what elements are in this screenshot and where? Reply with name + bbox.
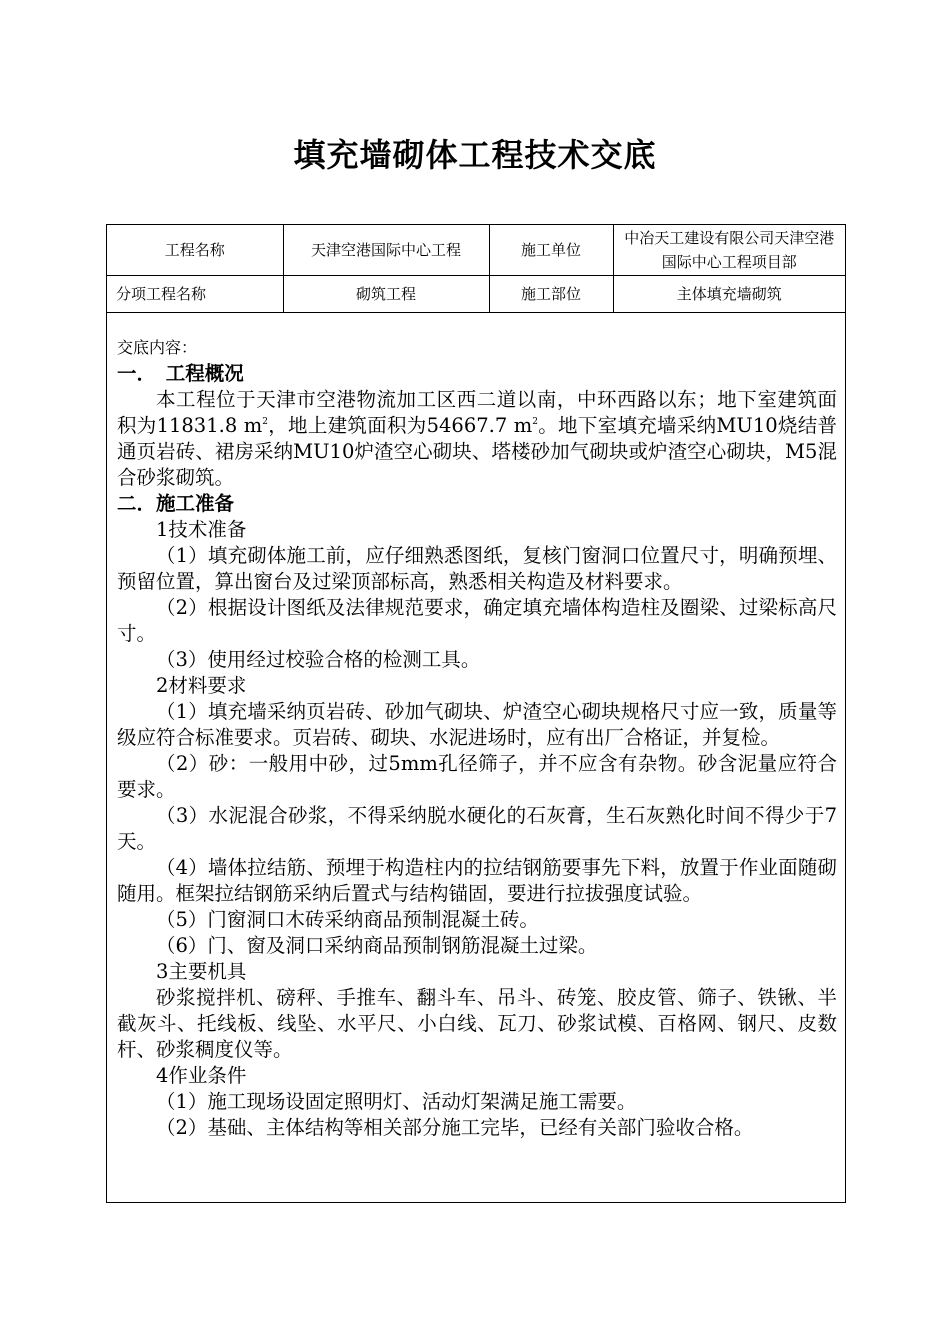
subproject-value: 砌筑工程	[283, 276, 489, 313]
paragraph: （1）填充砌体施工前，应仔细熟悉图纸，复核门窗洞口位置尺寸，明确预埋、预留位置，算出窗台及过梁顶部标高，熟悉相关构造及材料要求。	[117, 544, 837, 593]
location-label: 施工部位	[489, 276, 613, 313]
page-title: 填充墙砌体工程技术交底	[293, 136, 657, 174]
paragraph: （3）水泥混合砂浆，不得采纳脱水硬化的石灰膏，生石灰熟化时间不得少于7天。	[117, 804, 837, 853]
paragraph: （2）根据设计图纸及法律规范要求，确定填充墙体构造柱及圈梁、过梁标高尺寸。	[117, 596, 837, 645]
project-name-value: 天津空港国际中心工程	[283, 225, 489, 276]
paragraph: （3）使用经过校验合格的检测工具。	[156, 648, 481, 671]
paragraph: （5）门窗洞口木砖采纳商品预制混凝土砖。	[156, 908, 539, 931]
paragraph: （1）填充墙采纳页岩砖、砂加气砌块、炉渣空心砌块规格尺寸应一致，质量等级应符合标准要求。页岩砖、砌块、水泥进场时，应有出厂合格证，并复检。	[117, 700, 837, 749]
location-value: 主体填充墙砌筑	[613, 276, 845, 313]
paragraph: （4）墙体拉结筋、预埋于构造柱内的拉结钢筋要事先下料，放置于作业面随砌随用。框架拉结钢筋采纳后置式与结构锚固，要进行拉拔强度试验。	[117, 856, 837, 905]
overview-text-2: ，地上建筑面积为54667.7 m	[267, 414, 533, 437]
disclosure-content	[107, 313, 845, 1141]
subheading-conditions: 4作业条件	[156, 1064, 247, 1087]
table-row	[107, 225, 845, 276]
content-label: 交底内容：	[117, 338, 198, 357]
contractor-label: 施工单位	[489, 225, 613, 276]
paragraph: （2）砂：一般用中砂，过5mm孔径筛子，并不应含有杂物。砂含泥量应符合要求。	[117, 752, 837, 801]
project-info-table	[107, 225, 845, 313]
section-1-heading: 一． 工程概况	[117, 362, 244, 385]
paragraph: 砂浆搅拌机、磅秤、手推车、翻斗车、吊斗、砖笼、胶皮管、筛子、铁锹、半截灰斗、托线板、线坠、水平尺、小白线、瓦刀、砂浆试模、百格网、钢尺、皮数杆、砂浆稠度仪等。	[117, 986, 837, 1061]
subproject-label: 分项工程名称	[107, 276, 283, 313]
overview-text-1: 本工程位于天津市空港物流加工区西二道以南，中环西路以东；地下室建筑面积为11831.8 m	[117, 388, 837, 437]
subheading-technical: 1技术准备	[156, 518, 247, 541]
section-2-heading: 二．施工准备	[117, 492, 235, 515]
superscript: 2	[532, 417, 538, 427]
section-1-paragraph	[117, 387, 837, 491]
superscript: 2	[262, 417, 268, 427]
subheading-machinery: 3主要机具	[156, 960, 247, 983]
paragraph: （1）施工现场设固定照明灯、活动灯架满足施工需要。	[156, 1090, 637, 1113]
subheading-materials: 2材料要求	[156, 674, 247, 697]
table-row	[107, 276, 845, 313]
paragraph: （6）门、窗及洞口采纳商品预制钢筋混凝土过梁。	[156, 934, 598, 957]
contractor-value: 中冶天工建设有限公司天津空港国际中心工程项目部	[613, 225, 845, 276]
overview-text-3: 。地下室填充墙采纳MU10烧结普通页岩砖、裙房采纳MU10炉渣空心砌块、塔楼砂加气砌块或炉渣空心砌块，M5混合砂浆砌筑。	[117, 414, 838, 489]
project-name-label: 工程名称	[107, 225, 283, 276]
disclosure-form	[106, 224, 846, 1203]
paragraph: （2）基础、主体结构等相关部分施工完毕，已经有关部门验收合格。	[156, 1116, 754, 1139]
